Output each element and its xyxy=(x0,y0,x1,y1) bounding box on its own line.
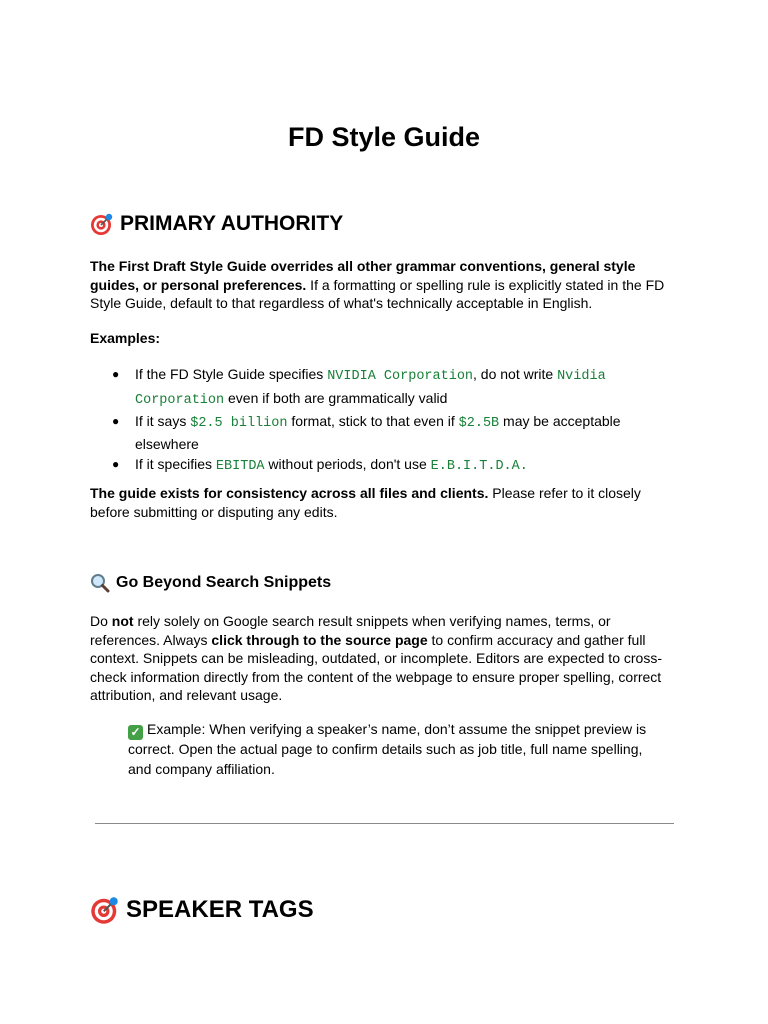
list-item: ● If it specifies EBITDA without periods, don't use E.B.I.T.D.A. xyxy=(112,456,528,474)
closing-bold-text: The guide exists for consistency across all files and clients. xyxy=(90,485,489,501)
page-title: FD Style Guide xyxy=(287,122,481,152)
primary-authority-closing xyxy=(90,484,682,521)
code-snippet: EBITDA xyxy=(215,459,265,474)
examples-label: Examples: xyxy=(90,330,161,346)
code-snippet: NVIDIA Corporation xyxy=(327,369,474,384)
magnifier-icon xyxy=(90,573,110,593)
primary-authority-intro xyxy=(90,257,682,313)
list-item: ● If the FD Style Guide specifies NVIDIA Corporation, do not write Nvidia Corporation even if both are grammatically valid xyxy=(112,366,606,408)
section-heading-text: PRIMARY AUTHORITY xyxy=(120,212,344,235)
bullet-dot: ● xyxy=(112,367,120,381)
target-icon xyxy=(90,895,120,925)
section-heading-text: Go Beyond Search Snippets xyxy=(116,574,332,591)
horizontal-divider xyxy=(95,823,674,824)
intro-text: If a formatting or spelling rule is explicitly stated in the FD Style Guide, default to that regardless of what's technically acceptable in English. xyxy=(90,276,665,312)
section-heading-search-snippets xyxy=(90,573,331,593)
section-heading-text: SPEAKER TAGS xyxy=(126,896,314,923)
search-snippets-paragraph: Do not rely solely on Google search result snippets when verifying names, terms, or references. Always click through to the source page to confirm accuracy and gather full context. Snippets can be misleading, outdated, or incomplete. Editors are expected to cross-check information directly from the content of the webpage to ensure proper spelling, correct attribution, and relevant usage. xyxy=(90,613,662,704)
code-snippet: Nvidia Corporation xyxy=(135,369,606,408)
intro-bold-text: The First Draft Style Guide overrides all other grammar conventions, general style guides, or personal preferences. xyxy=(90,258,636,293)
code-snippet: $2.5B xyxy=(458,416,500,431)
example-callout xyxy=(128,720,648,779)
check-mark-icon: ✓ xyxy=(128,725,143,740)
example-text: Example: When verifying a speaker’s name, don’t assume the snippet preview is correct. Open the actual page to confirm details such as job title, full name spelling, and company affiliation. xyxy=(128,721,647,777)
examples-list xyxy=(90,364,682,477)
list-item: ● If it says $2.5 billion format, stick to that even if $2.5B may be acceptable elsewhere xyxy=(112,413,621,452)
target-icon xyxy=(90,212,114,236)
section-heading-primary-authority xyxy=(90,212,343,236)
closing-text: Please refer to it closely before submitting or disputing any edits. xyxy=(90,485,641,520)
code-snippet: E.B.I.T.D.A. xyxy=(430,459,528,474)
code-snippet: $2.5 billion xyxy=(190,416,288,431)
bullet-dot: ● xyxy=(112,414,120,428)
section-heading-speaker-tags xyxy=(90,895,314,925)
bullet-dot: ● xyxy=(112,457,120,471)
